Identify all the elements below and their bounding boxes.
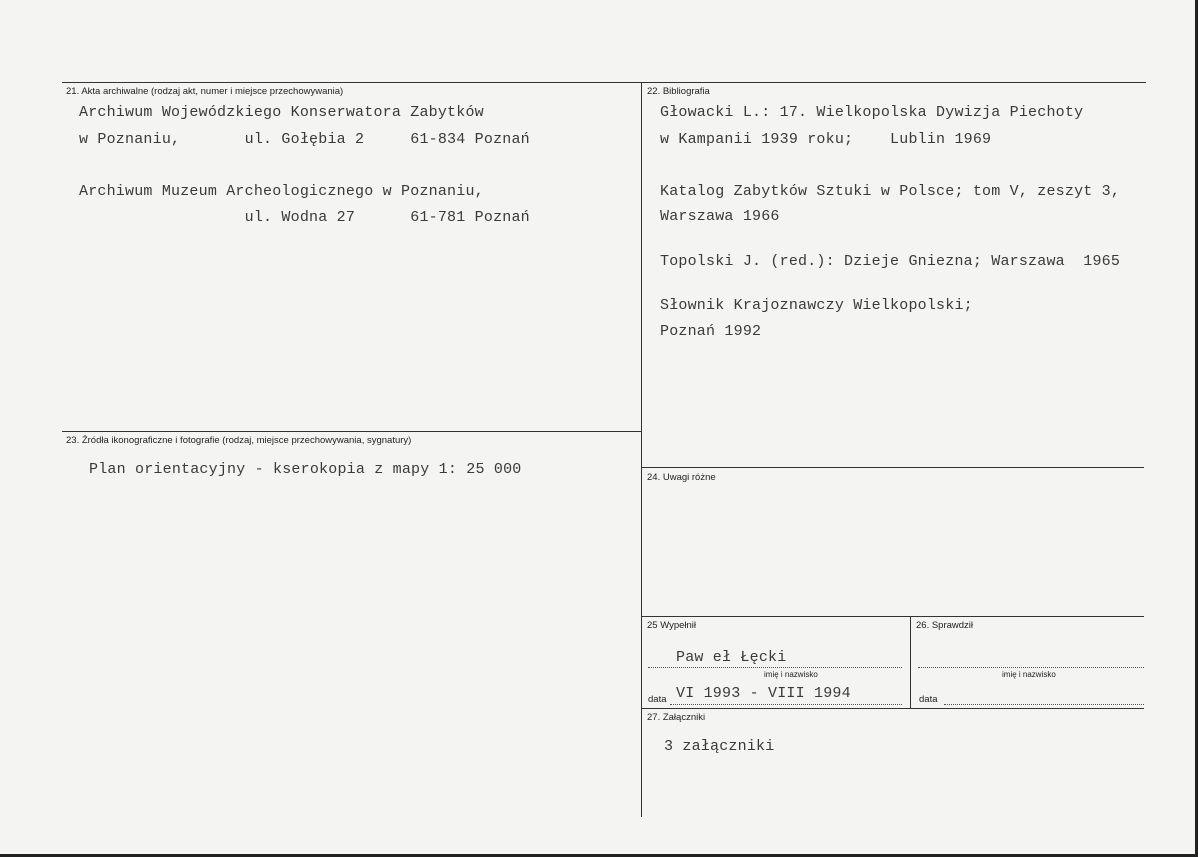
section22-line-1: Głowacki L.: 17. Wielkopolska Dywizja Piechoty: [660, 104, 1084, 121]
section26-name-caption: imię i nazwisko: [1002, 670, 1056, 679]
section22-line-7: Poznań 1992: [660, 323, 762, 340]
section25-date: VI 1993 - VIII 1994: [676, 685, 851, 702]
center-divider: [641, 82, 642, 817]
section26-name-line: [918, 667, 1144, 668]
section25-date-label: data: [648, 694, 667, 705]
section27-text: 3 załączniki: [664, 738, 775, 755]
section22-line-3: Katalog Zabytków Sztuki w Polsce; tom V, zeszyt 3,: [660, 183, 1121, 200]
section22-line-2: w Kampanii 1939 roku; Lublin 1969: [660, 131, 992, 148]
section23-text: Plan orientacyjny - kserokopia z mapy 1: 25 000: [89, 461, 522, 478]
section26-date-label: data: [919, 694, 938, 705]
section27-label: 27. Załączniki: [647, 712, 706, 723]
section21-line-4: ul. Wodna 27 61-781 Poznań: [79, 209, 530, 226]
section25-name-caption: imię i nazwisko: [764, 670, 818, 679]
section21-line-3: Archiwum Muzeum Archeologicznego w Poznaniu,: [79, 183, 484, 200]
section21-line-1: Archiwum Wojewódzkiego Konserwatora Zabytków: [79, 104, 484, 121]
section27-rule: [641, 708, 1144, 709]
section24-label: 24. Uwagi różne: [647, 472, 716, 483]
section24-rule: [641, 467, 1144, 468]
section26-date-line: [944, 704, 1144, 705]
section25-rule: [641, 616, 1144, 617]
section26-divider: [910, 616, 911, 708]
section23-label: 23. Źródła ikonograficzne i fotografie (rodzaj, miejsce przechowywania, sygnatury): [66, 435, 412, 446]
section23-rule: [62, 431, 641, 432]
section22-line-4: Warszawa 1966: [660, 208, 780, 225]
section25-label: 25 Wypełnił: [647, 620, 697, 631]
section22-line-6: Słownik Krajoznawczy Wielkopolski;: [660, 297, 973, 314]
section26-label: 26. Sprawdził: [916, 620, 974, 631]
top-rule: [62, 82, 1146, 83]
section21-label: 21. Akta archiwalne (rodzaj akt, numer i miejsce przechowywania): [66, 86, 344, 97]
section25-name-line: [648, 667, 902, 668]
section25-date-line: [670, 704, 902, 705]
section21-line-2: w Poznaniu, ul. Gołębia 2 61-834 Poznań: [79, 131, 530, 148]
section22-line-5: Topolski J. (red.): Dzieje Gniezna; Warszawa 1965: [660, 253, 1121, 270]
section22-label: 22. Bibliografia: [647, 86, 710, 97]
section25-name: Paw eł Łęcki: [676, 649, 787, 666]
